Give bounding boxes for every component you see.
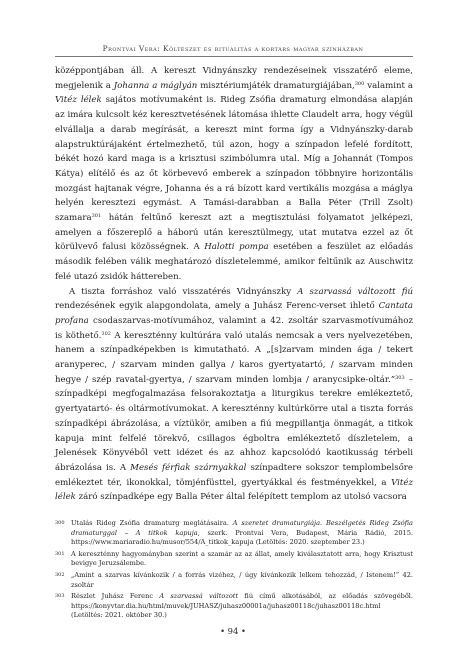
footnote-ref[interactable]: 302 xyxy=(101,330,111,337)
footnote-ref[interactable]: 301 xyxy=(91,213,102,220)
text-run: záró színpadképe egy Balla Péter által felépített templom az utolsó vacsora xyxy=(75,492,407,503)
text-run: Részlet Juhász Ferenc xyxy=(71,592,160,601)
text-run-italic: A szarvassá változott xyxy=(159,592,239,601)
footnote xyxy=(55,571,413,590)
text-run: A tiszta forráshoz való visszatérés Vidnyánszky xyxy=(69,286,298,297)
text-run: középpontjában áll. A kereszt Vidnyánszky rendezéseinek visszatérő eleme, megjelenik a xyxy=(55,66,413,91)
text-run: sajátos motívumaként is. Rideg Zsófia dramaturg elmondása alapján az imára kulcsolt kéz keresztvetésének látomása ihlette Claudelt arra, hogy végül elvállalja a darab megírását, a kereszt mint forma így a Vidnyánszky-darab alapstruktúrájaként értelmezhető, túl azon, hogy a színpadon lefelé fordított, békét hozó kard maga is a krisztusi szimbólumra utal. Míg a Johannát (Tompos Kátya) elítélő és az őt körbevevő emberek a színpadon többnyire horizontális mozgást hajtanak végre, Johanna és a rá bízott kard vertikális mozgása a máglya helyén keresztezi egymást. A Tamási-darabban a Balla Péter (Trill Zsolt) szamara xyxy=(55,95,414,224)
text-run-italic: Johanna a máglyán xyxy=(113,80,198,91)
footnote-text xyxy=(71,571,413,590)
footnote-number: 300 xyxy=(55,520,65,526)
footnote-number: 303 xyxy=(55,593,65,600)
text-run: Utalás Rideg Zsófia dramaturg meglátásaira. xyxy=(71,519,233,527)
footnote-text xyxy=(71,592,413,621)
text-run: hátán feltűnő kereszt azt a megtisztulási folyamatot jelképezi, amelyen a főszereplő a háború után keresztülmegy, utat mutatva ezzel az őt körülvevő falusi közösségnek. A xyxy=(55,213,413,253)
text-run: rendezésének egyik alapgondolata, amely a Juhász Ferenc-verset ihlető xyxy=(55,301,379,312)
text-run-italic: A szeretet dramaturgiája. Beszélgetés Rideg Zsófia dramaturggal – A titkok kapuja xyxy=(71,519,413,537)
header-divider xyxy=(55,56,413,57)
text-run-italic: A szarvassá változott fiú xyxy=(297,286,413,297)
footnote xyxy=(55,550,413,569)
page-number: • 94 • xyxy=(220,626,246,636)
text-run-italic: Vitéz lélek xyxy=(55,477,413,503)
footnote xyxy=(55,592,413,621)
text-run: – színpadképi megfogalmazása felsorakoztatja a liturgikus terekre emlékeztető, gyertyatartó- és oltármotívumokat. A kereszténny kultúrkörre utal a tiszta forrás színpadképi ábrázolása, a víztükör, amiben a fiú megpillantja önmagát, a titkok kapuja mint felfelé törekvő, csillagos égboltra emlékeztető díszletelem, a Jelenések Könyvéből vett idézet és az ahhoz kapcsolódó kaotikusság térbeli ábrázolása is. A xyxy=(55,374,413,473)
text-run-italic: Cantata profana xyxy=(55,301,413,326)
text-run: , szerk. Prontvai Vera, Budapest, Mária Rádió, 2015. https://www.mariaradio.hu/musor/554/A_titkok_kapuja (Letöltés: 2020. szeptember 23.) xyxy=(71,528,413,547)
footnote-text xyxy=(71,519,413,548)
text-run-italic: Vitéz lélek xyxy=(55,95,102,106)
paragraph-1 xyxy=(55,64,413,285)
text-run: valamint a xyxy=(364,80,414,91)
footnotes xyxy=(55,519,413,623)
text-run: csodaszarvas-motívumához, valamint a 42. zsoltár szarvasmotívumához is köthető. xyxy=(55,315,413,341)
paragraph-2 xyxy=(55,285,413,506)
footnote-ref[interactable]: 303 xyxy=(395,374,405,381)
footnote-ref[interactable]: 300 xyxy=(354,80,365,87)
text-run: esetében a feszület az előadás második felében válik meghatározó díszletelemmé, amikor feltűnik az Auschwitz felé utazó zsidók háttereben. xyxy=(55,242,413,282)
footnote-number: 302 xyxy=(55,571,65,578)
text-run: fiú című alkotásából, az előadás szövegéből. https://konyvtar.dia.hu/html/muvek/JUHASZ/juhasz00001a/juhasz00118c/juhasz00118c.html (Letöltés: 2021. október 30.) xyxy=(71,592,413,620)
text-run: színpadtere sokszor templombelsőre emlékeztet tér, ikonokkal, tömjénfüsttel, gyertyákkal és festményekkel, a xyxy=(55,462,413,488)
footnote xyxy=(55,519,413,548)
text-run: A kereszténny kultúrára való utalás nemcsak a vers nyelvezetében, hanem a színpadképekben is kimutatható. A „[s]zarvam minden ága / tekert aranyperec, / szarvam minden gallya / karos gyertyatartó, / szarvam minden hegye / szép ravatal-gyertya, / szarvam minden lombja / aranycsipke-oltár.” xyxy=(55,330,413,385)
text-run: „Amint a szarvas kívánkozik / a forrás vizéhez, / úgy kívánkozik lelkem tehozzád, / Istenem!” 42. zsoltár xyxy=(71,570,413,589)
footnote-number: 301 xyxy=(55,550,65,557)
footnote-text xyxy=(71,550,413,569)
text-run-italic: Mesés férfiak szárnyakkal xyxy=(130,462,247,473)
running-header: Prontvai Vera: Költészet és ritualitás a kortárs magyar színházban xyxy=(102,44,364,53)
text-run-italic: Halotti pompa xyxy=(204,242,269,253)
body-text xyxy=(55,64,413,505)
text-run: misztériumjáték dramaturgiájában, xyxy=(197,80,355,91)
text-run: A kereszténny hagyományban szerint a szamár az az állat, amely kiválasztatott arra, hogy Krisztust bevigye Jeruzsálembe. xyxy=(71,549,413,568)
